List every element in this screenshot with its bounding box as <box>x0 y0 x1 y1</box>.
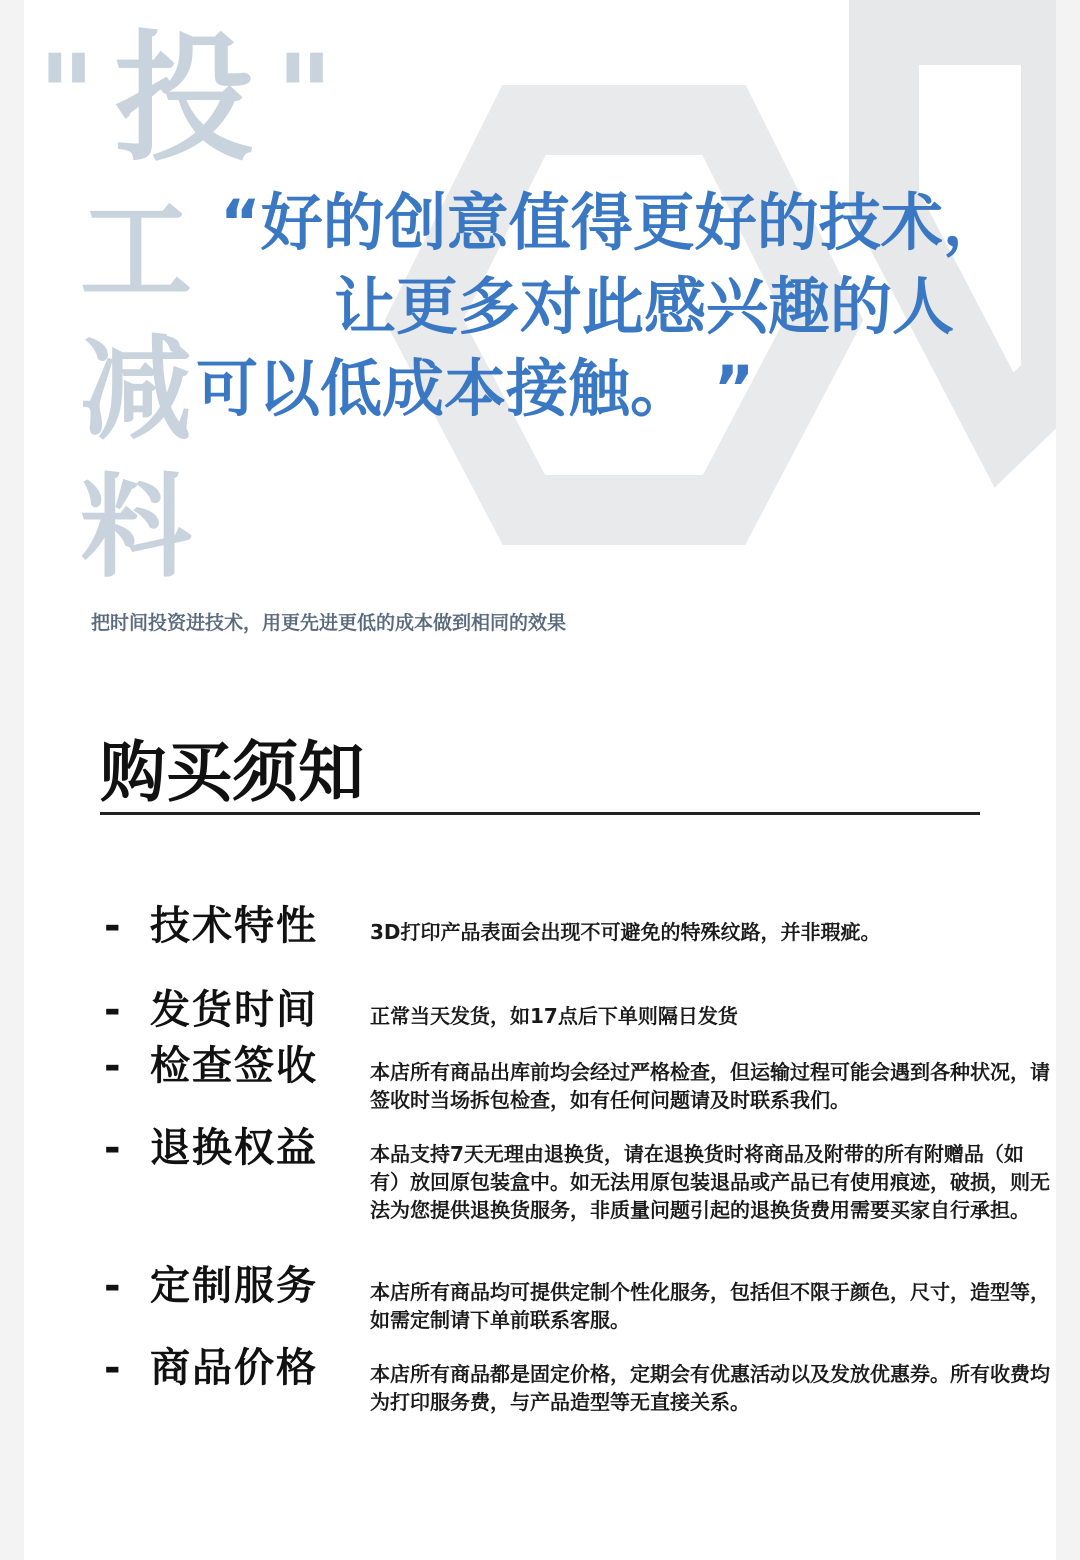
slogan-line-3: 可以低成本接触。 ” <box>196 352 755 425</box>
item-dash: - <box>104 1043 121 1089</box>
slogan-line-1: “好的创意值得更好的技术， <box>220 186 1005 259</box>
watermark-vertical-char-2: 减 <box>80 325 192 455</box>
item-dash: - <box>104 987 121 1033</box>
watermark-vertical-char-3: 料 <box>80 463 192 593</box>
watermark-close-quote: " <box>276 31 334 159</box>
watermark-open-quote: " <box>38 31 96 159</box>
item-label: 技术特性 <box>150 903 318 949</box>
item-label: 检查签收 <box>150 1043 318 1089</box>
page <box>24 0 1056 1560</box>
item-label: 退换权益 <box>150 1125 318 1171</box>
item-text: 本品支持7天无理由退换货，请在退换货时将商品及附带的所有附赠品（如有）放回原包装盒中。如无法用原包装退品或产品已有使用痕迹，破损，则无法为您提供退换货服务，非质量问题引起的退换货费用需要买家自行承担。 <box>370 1142 1050 1222</box>
item-dash: - <box>104 903 121 949</box>
watermark-hero-char: 投 <box>114 18 255 181</box>
item-label: 商品价格 <box>150 1345 318 1391</box>
notice-divider <box>100 812 980 815</box>
item-text: 3D打印产品表面会出现不可避免的特殊纹路，并非瑕疵。 <box>370 920 881 944</box>
slogan-line-2: 让更多对此感兴趣的人 <box>334 270 955 343</box>
item-label: 定制服务 <box>150 1263 318 1309</box>
item-text: 正常当天发货，如17点后下单则隔日发货 <box>370 1004 738 1028</box>
tagline: 把时间投资进技术，用更先进更低的成本做到相同的效果 <box>91 612 567 634</box>
item-label: 发货时间 <box>150 987 318 1033</box>
item-text: 本店所有商品均可提供定制个性化服务，包括但不限于颜色，尺寸，造型等，如需定制请下单前联系客服。 <box>370 1280 1050 1332</box>
item-text: 本店所有商品出库前均会经过严格检查，但运输过程可能会遇到各种状况，请签收时当场拆包检查，如有任何问题请及时联系我们。 <box>370 1060 1050 1112</box>
item-dash: - <box>104 1263 121 1309</box>
notice-title: 购买须知 <box>100 734 364 811</box>
item-dash: - <box>104 1125 121 1171</box>
item-dash: - <box>104 1345 121 1391</box>
watermark-vertical-char-1: 工 <box>80 187 192 317</box>
item-text: 本店所有商品都是固定价格，定期会有优惠活动以及发放优惠券。所有收费均为打印服务费，与产品造型等无直接关系。 <box>370 1362 1050 1414</box>
